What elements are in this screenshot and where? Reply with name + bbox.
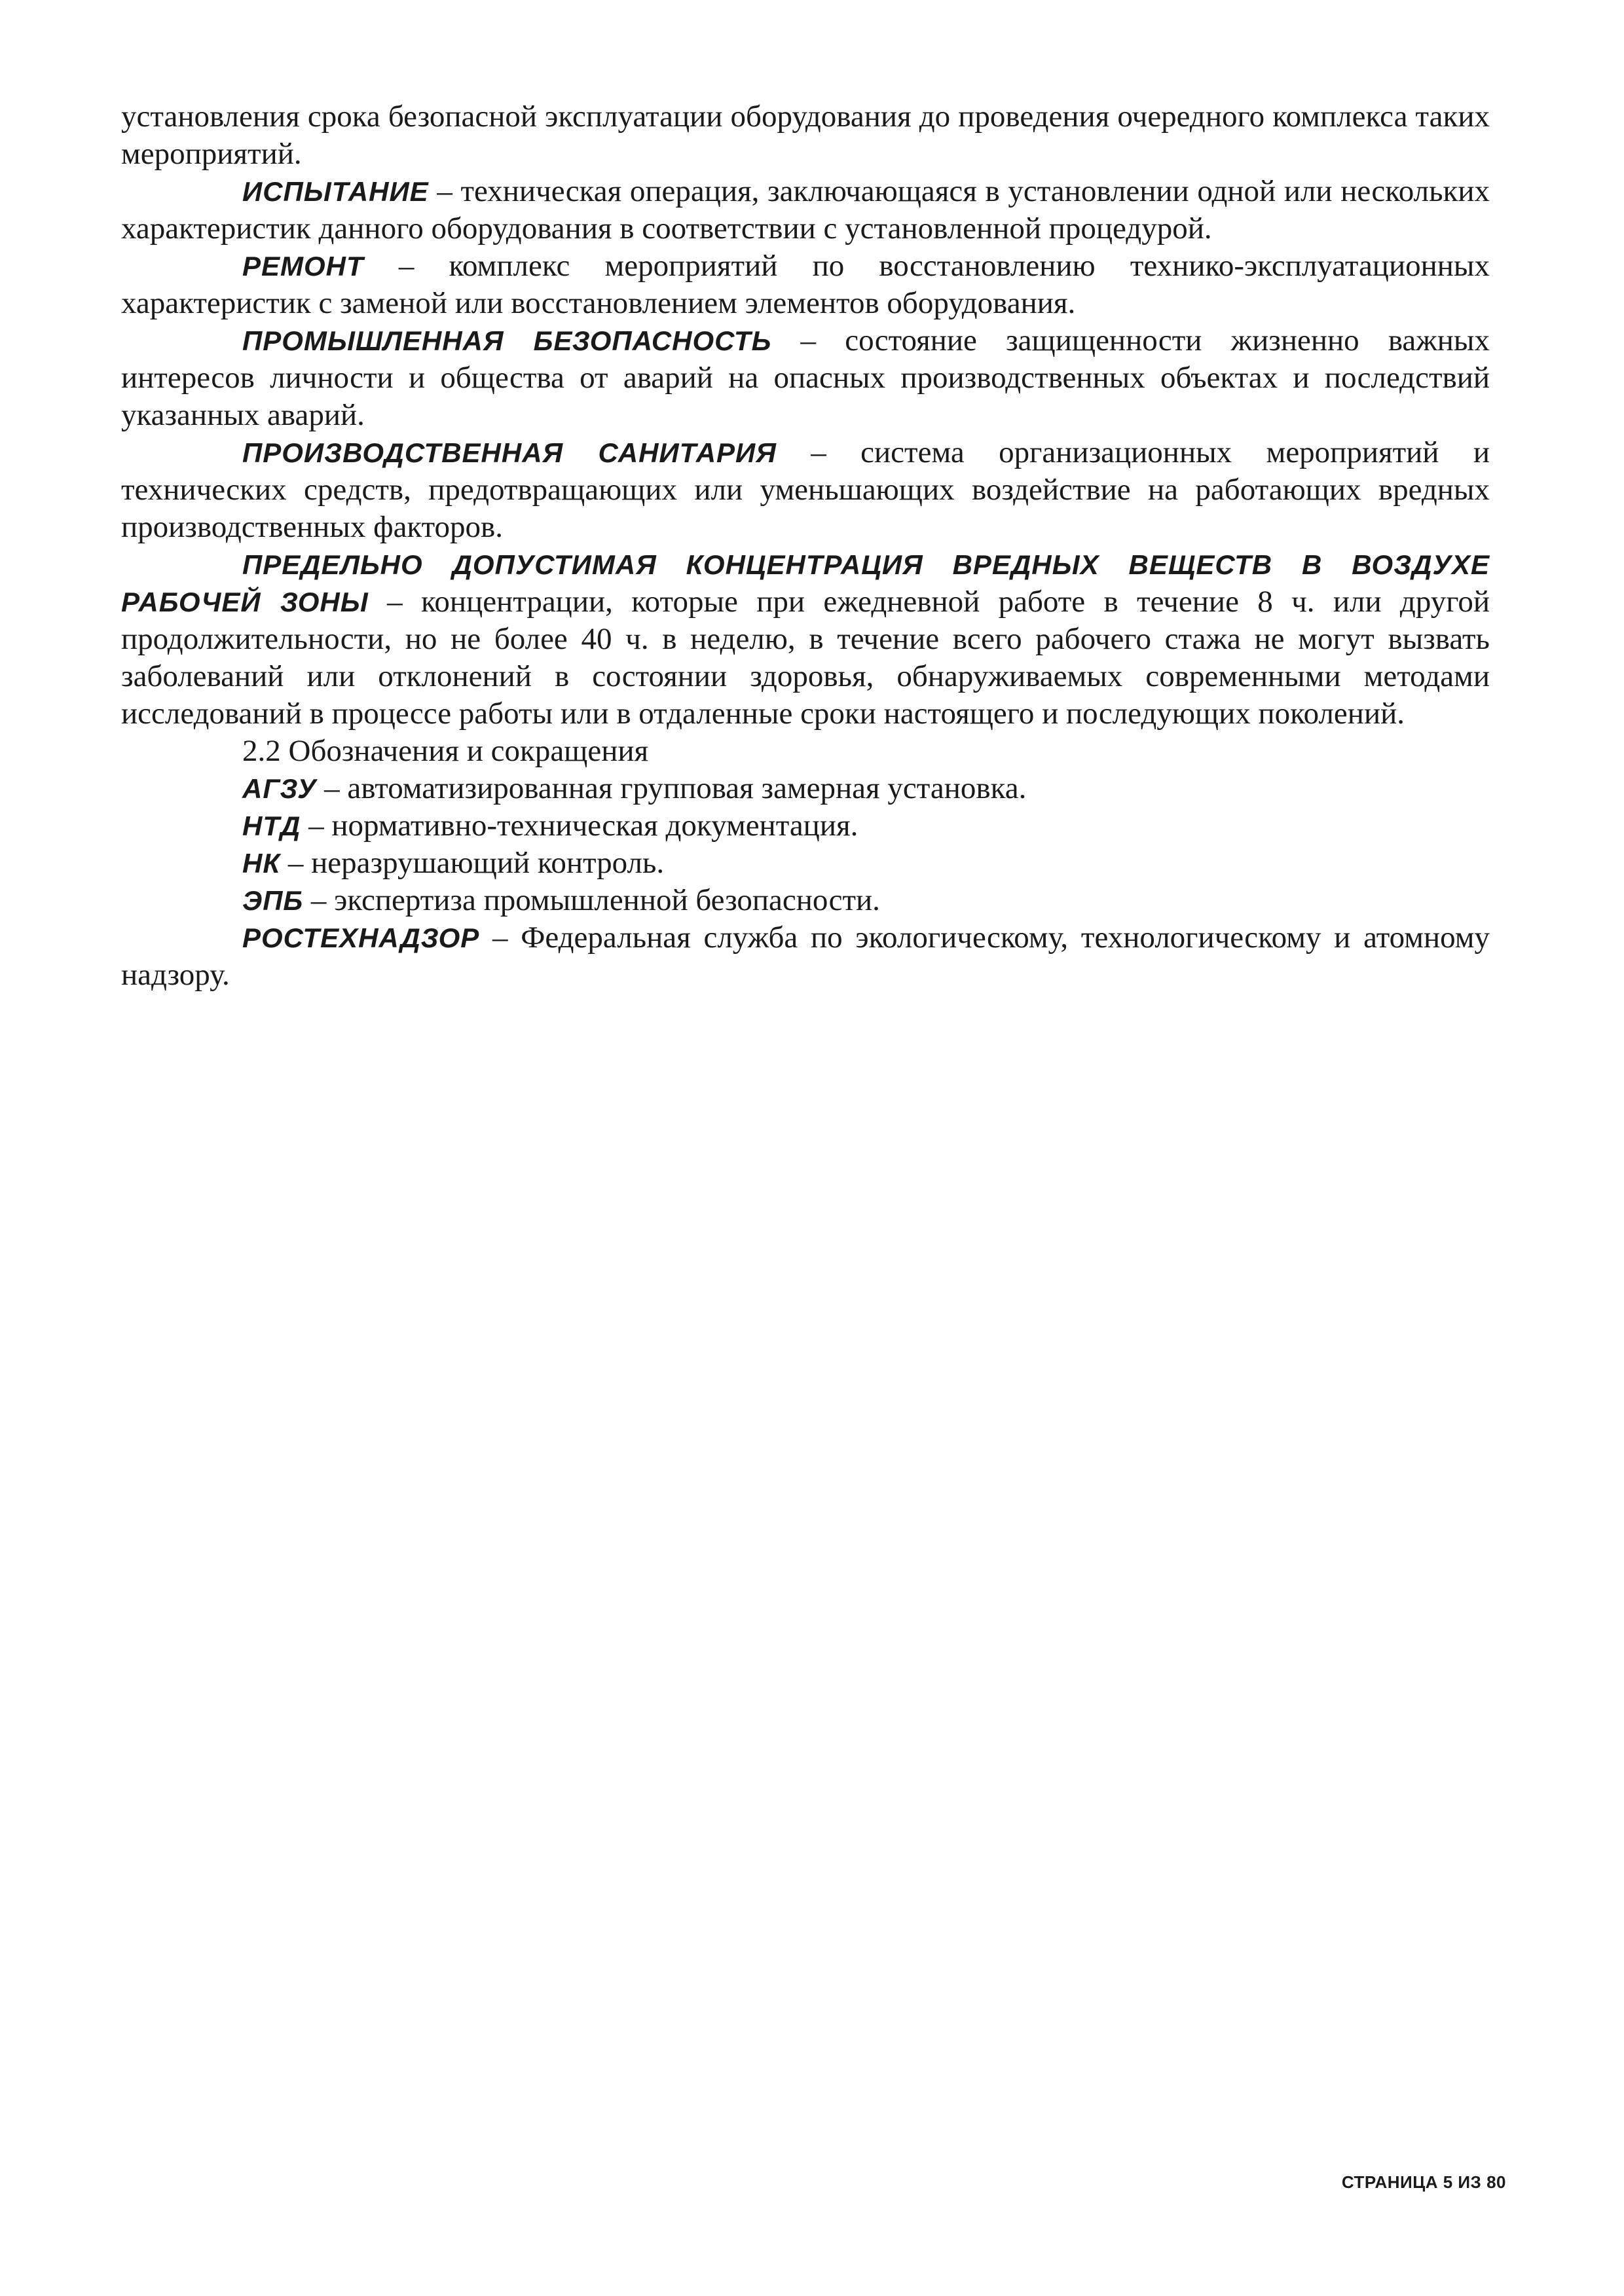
abbreviation-text: – нормативно-техническая документация. [301,809,858,843]
definition-prom-bezopasnost [121,322,1490,434]
definition-pdk [121,546,1490,733]
abbreviation-term: НТД [242,811,301,841]
definition-remont [121,247,1490,322]
definition-ispytanie [121,173,1490,247]
abbreviation-term: ЭПБ [242,885,304,916]
abbreviation-term: НК [242,848,281,879]
definition-text: – техническая операция, заключающаяся в установлении одной или нескольких характеристик данного оборудования в соответствии с установленной процедурой. [121,174,1490,246]
abbreviation-text: – автоматизированная групповая замерная установка. [316,771,1027,805]
definition-term: ПРЕДЕЛЬНО ДОПУСТИМАЯ КОНЦЕНТРАЦИЯ ВРЕДНЫХ ВЕЩЕСТВ В ВОЗДУХЕ РАБОЧЕЙ ЗОНЫ [121,549,1490,617]
section-heading: 2.2 Обозначения и сокращения [242,734,649,768]
page-number: СТРАНИЦА 5 ИЗ 80 [1341,2172,1506,2192]
definition-term: ПРОМЫШЛЕННАЯ БЕЗОПАСНОСТЬ [242,325,772,356]
definition-text: – система организационных мероприятий и технических средств, предотвращающих или уменьшающих воздействие на работающих вредных производственных факторов. [121,435,1490,544]
intro-paragraph [121,98,1490,173]
definition-text: – состояние защищенности жизненно важных интересов личности и общества от аварий на опасных производственных объектах и последствий указанных аварий. [121,323,1490,432]
abbreviation-text: – экспертиза промышленной безопасности. [303,883,880,917]
document-body [121,98,1490,994]
definition-term: РЕМОНТ [242,251,364,282]
abbreviation-term: АГЗУ [242,773,317,804]
abbreviation-text: – Федеральная служба по экологическому, технологическому и атомному надзору. [121,920,1490,992]
abbreviation-nk [121,845,1490,882]
definition-term: ПРОИЗВОДСТВЕННАЯ САНИТАРИЯ [242,437,777,468]
definition-text: – концентрации, которые при ежедневной работе в течение 8 ч. или другой продолжительности, но не более 40 ч. в неделю, в течение всего рабочего стажа не могут вызвать заболеваний или отклонений в состоянии здоровья, обнаруживаемых современными методами исследований в процессе работы или в отдаленные сроки настоящего и последующих поколений. [121,585,1490,731]
intro-text: установления срока безопасной эксплуатации оборудования до проведения очередного комплекса таких мероприятий. [121,100,1490,171]
abbreviation-text: – неразрушающий контроль. [280,846,665,880]
definition-proizv-sanitariya [121,434,1490,546]
definition-text: – комплекс мероприятий по восстановлению технико-эксплуатационных характеристик с заменой или восстановлением элементов оборудования. [121,249,1490,320]
abbreviation-ntd [121,807,1490,845]
abbreviation-rostekhnadzor [121,919,1490,994]
abbreviation-epb [121,882,1490,919]
abbreviation-term: РОСТЕХНАДЗОР [242,922,480,953]
abbreviation-agzu [121,770,1490,807]
definition-term: ИСПЫТАНИЕ [242,176,429,207]
